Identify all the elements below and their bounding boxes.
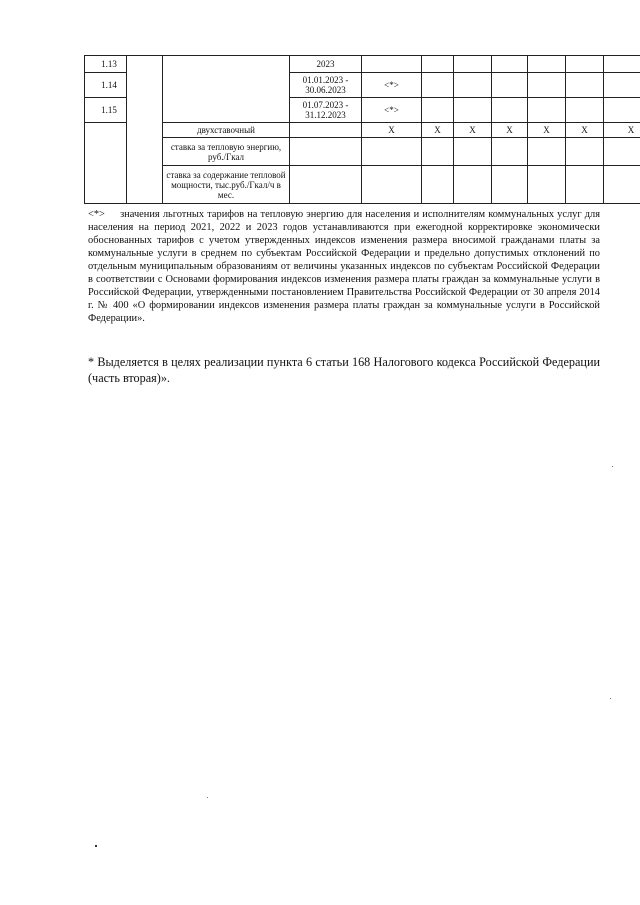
value-cell (566, 73, 604, 98)
value-cell (290, 138, 362, 166)
value-cell (604, 73, 640, 98)
note-marker: <*> (88, 209, 105, 220)
value-cell (492, 73, 528, 98)
value-cell (454, 98, 492, 123)
blank-column-cell (127, 56, 163, 204)
table-row (85, 56, 640, 73)
year-cell: 2023 (290, 56, 362, 73)
value-cell (528, 138, 566, 166)
value-cell (362, 138, 422, 166)
two-part-label: двухставочный (163, 123, 290, 138)
scan-speck (610, 698, 611, 699)
value-cell (528, 98, 566, 123)
tariff-table (84, 55, 640, 204)
value-cell (492, 138, 528, 166)
table-row (85, 123, 640, 138)
value-cell (362, 166, 422, 204)
x-mark: X (528, 123, 566, 138)
value-cell (422, 166, 454, 204)
x-mark: X (422, 123, 454, 138)
table-row (85, 166, 640, 204)
value-cell (604, 98, 640, 123)
x-mark: X (604, 123, 640, 138)
value-cell (454, 138, 492, 166)
value-cell (604, 166, 640, 204)
row-number: 1.13 (85, 56, 127, 73)
x-mark: X (454, 123, 492, 138)
value-cell (528, 56, 566, 73)
x-mark (290, 123, 362, 138)
x-mark: X (492, 123, 528, 138)
x-mark: X (566, 123, 604, 138)
value-cell (454, 73, 492, 98)
value-cell (528, 73, 566, 98)
scan-speck (612, 466, 613, 467)
value-cell (566, 98, 604, 123)
value-cell (492, 98, 528, 123)
scan-speck (207, 797, 208, 798)
value-cell (290, 166, 362, 204)
value-cell (566, 166, 604, 204)
period-cell: 01.07.2023 - 31.12.2023 (290, 98, 362, 123)
tariff-note (88, 208, 600, 325)
energy-rate-label: ставка за тепловую энергию, руб./Гкал (163, 138, 290, 166)
value-cell (454, 56, 492, 73)
row-number: 1.14 (85, 73, 127, 98)
scan-speck (95, 845, 97, 847)
value-cell: <*> (362, 73, 422, 98)
value-cell (422, 98, 454, 123)
x-mark: X (362, 123, 422, 138)
period-cell: 01.01.2023 - 30.06.2023 (290, 73, 362, 98)
value-cell (528, 166, 566, 204)
blank-name-cell (163, 56, 290, 123)
value-cell (566, 138, 604, 166)
value-cell (492, 166, 528, 204)
table-row (85, 138, 640, 166)
value-cell: <*> (362, 98, 422, 123)
value-cell (566, 56, 604, 73)
value-cell (422, 138, 454, 166)
value-cell (454, 166, 492, 204)
footnote: * Выделяется в целях реализации пункта 6 статьи 168 Налогового кодекса Российской Федерации (часть вторая)». (88, 355, 600, 385)
value-cell (422, 73, 454, 98)
value-cell (362, 56, 422, 73)
value-cell (422, 56, 454, 73)
blank-number-cell (85, 123, 127, 204)
value-cell (492, 56, 528, 73)
value-cell (604, 56, 640, 73)
capacity-rate-label: ставка за содержание тепловой мощности, тыс.руб./Гкал/ч в мес. (163, 166, 290, 204)
value-cell (604, 138, 640, 166)
note-text: значения льготных тарифов на тепловую энергию для населения и исполнителям коммунальных услуг для населения на период 2021, 2022 и 2023 годов устанавливаются при ежегодной корректировке экономически обоснованных тарифов с учетом утвержденных индексов изменения размера вносимой гражданами платы за коммунальные услуги в среднем по субъектам Российской Федерации и предельно допустимых отклонений по отдельным муниципальным образованиям от величины указанных индексов по субъектам Российской Федерации в соответствии с Основами формирования индексов изменения размера платы граждан за коммунальные услуги в Российской Федерации, утвержденными постановлением Правительства Российской Федерации от 30 апреля 2014 г. № 400 «О формировании индексов изменения размера платы граждан за коммунальные услуги в Российской Федерации». (88, 209, 600, 324)
row-number: 1.15 (85, 98, 127, 123)
